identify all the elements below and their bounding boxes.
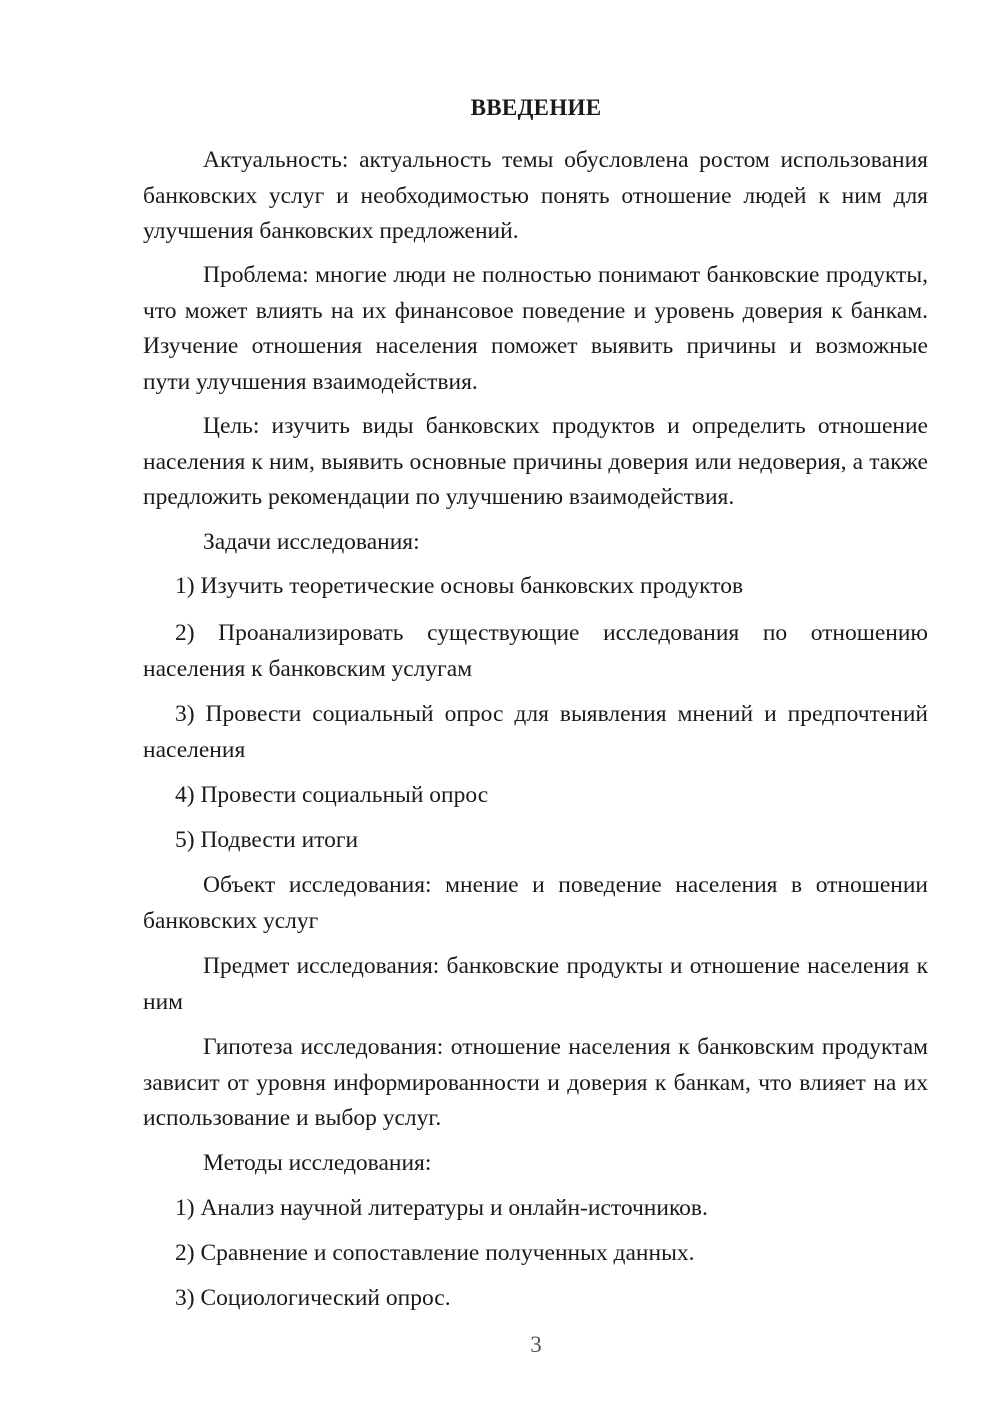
paragraph-subject: Предмет исследования: банковские продукты и отношение населения к ним — [143, 953, 928, 1015]
page-number: 3 — [530, 1332, 542, 1357]
paragraph-hypothesis: Гипотеза исследования: отношение населения к банковским продуктам зависит от уровня информированности и доверия к банкам, что влияет на их использование и выбор услуг. — [143, 1034, 928, 1131]
paragraph-object: Объект исследования: мнение и поведение населения в отношении банковских услуг — [143, 872, 928, 934]
list-item-method-3: 3) Социологический опрос. — [175, 1285, 451, 1311]
paragraph-methods-heading: Методы исследования: — [203, 1150, 432, 1176]
list-item-task-4: 4) Провести социальный опрос — [175, 782, 489, 808]
list-item-task-3: 3) Провести социальный опрос для выявления мнений и предпочтений населения — [143, 701, 928, 763]
page-title: ВВЕДЕНИЕ — [470, 95, 602, 120]
paragraph-problem: Проблема: многие люди не полностью понимают банковские продукты, что может влиять на их финансовое поведение и уровень доверия к банкам. Изучение отношения населения поможет выявить причины и возможные пути улучшения взаимодействия. — [143, 262, 928, 395]
list-item-method-2: 2) Сравнение и сопоставление полученных данных. — [175, 1240, 695, 1266]
paragraph-tasks-heading: Задачи исследования: — [203, 529, 420, 555]
paragraph-goal: Цель: изучить виды банковских продуктов и определить отношение населения к ним, выявить основные причины доверия или недоверия, а также предложить рекомендации по улучшению взаимодействия. — [143, 413, 928, 510]
list-item-task-2: 2) Проанализировать существующие исследования по отношению населения к банковским услугам — [143, 620, 928, 682]
paragraph-relevance: Актуальность: актуальность темы обусловлена ростом использования банковских услуг и необходимостью понять отношение людей к ним для улучшения банковских предложений. — [143, 147, 928, 244]
list-item-method-1: 1) Анализ научной литературы и онлайн-источников. — [175, 1195, 708, 1221]
list-item-task-5: 5) Подвести итоги — [175, 827, 359, 853]
list-item-task-1: 1) Изучить теоретические основы банковских продуктов — [175, 573, 744, 599]
